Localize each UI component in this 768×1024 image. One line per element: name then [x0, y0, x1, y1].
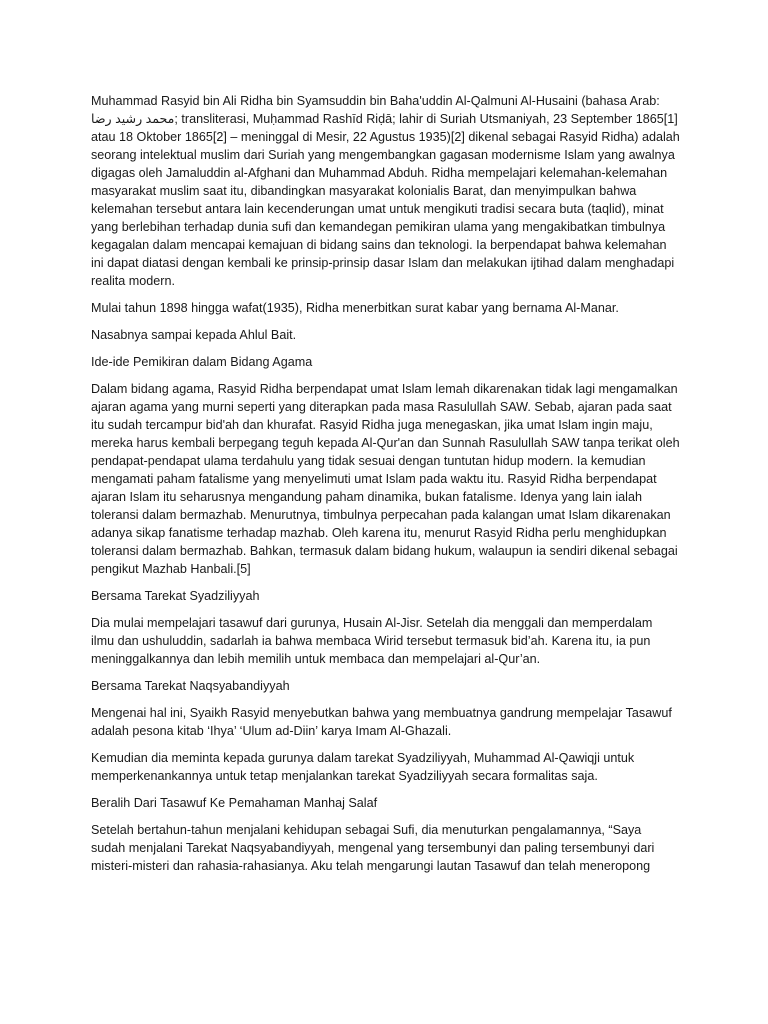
paragraph [91, 749, 683, 785]
text-line: kegagalan dalam mencapai kemajuan di bidang sains dan teknologi. Ia berpendapat bahwa kelemahan [91, 238, 667, 252]
text-line: yang berlebihan terhadap dunia sufi dan kemandegan pemikiran ulama yang mengakibatkan timbulnya [91, 220, 666, 234]
text-line: misteri-misteri dan rahasia-rahasianya. Aku telah mengarungi lautan Tasawuf dan telah meneropong [91, 859, 651, 873]
paragraph [91, 326, 683, 344]
paragraph [91, 821, 683, 875]
text-line: kelemahan tersebut antara lain kecenderungan umat untuk mengikuti tradisi secara buta (taqlid), minat [91, 202, 664, 216]
section-heading [91, 677, 683, 695]
text-line: realita modern. [91, 274, 175, 288]
text-line: Bersama Tarekat Syadziliyyah [91, 589, 260, 603]
text-line: Muhammad Rasyid bin Ali Ridha bin Syamsuddin bin Baha'uddin Al-Qalmuni Al-Husaini (bahasa Arab: [91, 94, 660, 108]
text-line: Beralih Dari Tasawuf Ke Pemahaman Manhaj Salaf [91, 796, 378, 810]
text-line: sudah menjalani Tarekat Naqsyabandiyyah, mengenal yang tersembunyi dan paling tersembunyi dari [91, 841, 655, 855]
text-line: Ide-ide Pemikiran dalam Bidang Agama [91, 355, 313, 369]
paragraph [91, 299, 683, 317]
text-line: Bersama Tarekat Naqsyabandiyyah [91, 679, 290, 693]
text-line: seorang intelektual muslim dari Suriah yang mengembangkan gagasan modernisme Islam yang awalnya [91, 148, 675, 162]
text-line: digagas oleh Jamaluddin al-Afghani dan Muhammad Abduh. Ridha mempelajari kelemahan-kelemahan [91, 166, 668, 180]
paragraph [91, 614, 683, 668]
text-line: pendapat-pendapat ulama terdahulu yang tidak sesuai dengan tuntutan hidup modern. Ia kemudian [91, 454, 646, 468]
text-line: mereka harus kembali berpegang teguh kepada Al-Qur'an dan Sunnah Rasulullah SAW tanpa terikat oleh [91, 436, 680, 450]
section-heading [91, 794, 683, 812]
text-line: meninggalkannya dan lebih memilih untuk membaca dan mempelajari al-Qur’an. [91, 652, 541, 666]
text-line: masyarakat muslim saat itu, dibandingkan masyarakat kolonialis Barat, dan menyimpulkan bahwa [91, 184, 637, 198]
paragraph [91, 92, 683, 290]
text-line: Dalam bidang agama, Rasyid Ridha berpendapat umat Islam lemah dikarenakan tidak lagi mengamalkan [91, 382, 678, 396]
text-line: Nasabnya sampai kepada Ahlul Bait. [91, 328, 297, 342]
text-line: memperkenankannya untuk tetap menjalankan tarekat Syadziliyyah secara formalitas saja. [91, 769, 598, 783]
text-line: toleransi dalam bermazhab. Menurutnya, timbulnya perpecahan pada kalangan umat Islam dikarenakan [91, 508, 671, 522]
section-heading [91, 353, 683, 371]
section-heading [91, 587, 683, 605]
text-line: adalah pesona kitab ‘Ihya’ ‘Ulum ad-Diin’ karya Imam Al-Ghazali. [91, 724, 452, 738]
text-line: Kemudian dia meminta kepada gurunya dalam tarekat Syadziliyyah, Muhammad Al-Qawiqji untuk [91, 751, 635, 765]
text-line: adanya sikap fanatisme terhadap mazhab. Oleh karena itu, menurut Rasyid Ridha perlu menghidupkan [91, 526, 667, 540]
text-line: Mulai tahun 1898 hingga wafat(1935), Ridha menerbitkan surat kabar yang bernama Al-Manar. [91, 301, 619, 315]
text-line: pengikut Mazhab Hanbali.[5] [91, 562, 251, 576]
text-line: Mengenai hal ini, Syaikh Rasyid menyebutkan bahwa yang membuatnya gandrung mempelajar Tasawuf [91, 706, 672, 720]
text-line: atau 18 Oktober 1865[2] – meninggal di Mesir, 22 Agustus 1935)[2] dikenal sebagai Rasyid Ridha) adalah [91, 130, 680, 144]
paragraph [91, 380, 683, 578]
text-line: ajaran Islam itu seharusnya mengandung paham dinamika, bukan fatalisme. Idenya yang lain ialah [91, 490, 642, 504]
text-line: محمد رشيد رضا; transliterasi, Muḥammad Rashīd Riḍā; lahir di Suriah Utsmaniyah, 23 September 1865[1] [91, 112, 678, 126]
text-line: ilmu dan ushuluddin, sadarlah ia bahwa membaca Wirid tersebut termasuk bid’ah. Karena itu, ia pun [91, 634, 651, 648]
text-line: ini dapat diatasi dengan kembali ke prinsip-prinsip dasar Islam dan melakukan ijtihad dalam menghadapi [91, 256, 675, 270]
text-line: ajaran agama yang murni seperti yang diterapkan pada masa Rasulullah SAW. Sebab, ajaran pada saat [91, 400, 672, 414]
document-body [91, 92, 683, 884]
text-line: toleransi dalam bermazhab. Bahkan, termasuk dalam bidang hukum, walaupun ia sendiri dikenal sebagai [91, 544, 678, 558]
text-line: itu sudah tercampur bid'ah dan khurafat. Rasyid Ridha juga menegaskan, jika umat Islam ingin maju, [91, 418, 653, 432]
text-line: Dia mulai mempelajari tasawuf dari gurunya, Husain Al-Jisr. Setelah dia menggali dan memperdalam [91, 616, 653, 630]
text-line: Setelah bertahun-tahun menjalani kehidupan sebagai Sufi, dia menuturkan pengalamannya, “Saya [91, 823, 642, 837]
paragraph [91, 704, 683, 740]
text-line: mengamati paham fatalisme yang menyelimuti umat Islam pada waktu itu. Rasyid Ridha berpendapat [91, 472, 657, 486]
